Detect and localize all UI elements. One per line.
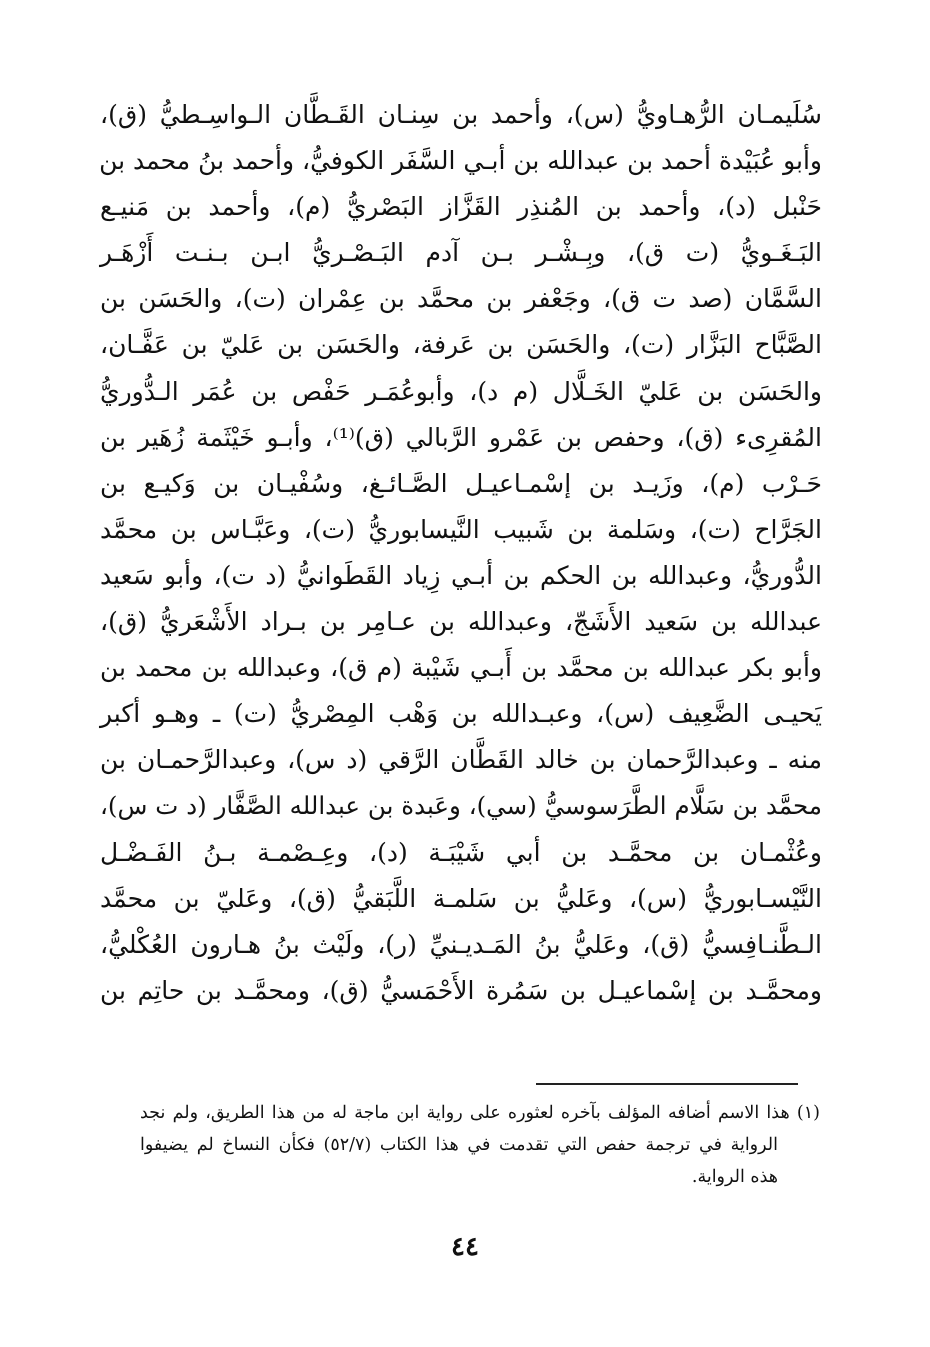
text-line: والحَسَن بن عَليّ الخَـلَّال (م د)، وأبوعُمَـر حَفْص بن عُمَر الـدُّوريُّ [100,376,822,406]
text-line: يَحيـى الضَّعِيف (س)، وعبـدالله بن وَهْب المِصْريُّ (ت) ـ وهـو أكبر [100,699,822,729]
text-line: وأبو عُبَيْدة أحمد بن عبدالله بن أبـي السَّفَر الكوفيُّ، وأحمد بنُ محمد بن [99,146,822,176]
text-line: البَـغَـويُّ (ت ق)، وبِـشْـر بـن آدم البَـصْـريُّ ابـن بـنـت أَزْهَـر [100,238,822,268]
text-line: الدُّوريُّ، وعبدالله بن الحكم بن أبـي زِياد القَطَوانيُّ (د ت)، وأبو سَعيد [100,560,822,590]
page-number: ٤٤ [451,1232,479,1262]
footnote-divider [536,1083,798,1085]
footnote-line: هذه الرواية. [691,1167,778,1187]
text-line: الـطَّنـافِسيُّ (ق)، وعَليُّ بنُ المَـديـنيِّ (ر)، ولَيْث بنُ هـارون العُكْليُّ، [100,929,822,959]
text-line: منه ـ وعبدالرَّحمان بن خالد القَطَّان الرَّقي (د س)، وعبدالرَّحمـان بن [100,745,822,775]
main-text [100,92,822,1014]
text-line: محمَّد بن سَلَّام الطَّرَسوسيُّ (سي)، وعَبدة بن عبدالله الصَّفَّار (د ت س)، [100,791,822,821]
text-line: وأبو بكر عبدالله بن محمَّد بن أَبـي شَيْبة (م ق)، وعبدالله بن محمد بن [100,653,822,683]
text-line: ومحمَّـد بن إسْماعيـل بن سَمُرة الأَحْمَسيُّ (ق)، ومحمَّـد بن حاتِم بن [100,975,822,1005]
text-line: سُلَيمـان الرُّهـاويُّ (س)، وأحمد بن سِنـان القَـطَّان الـواسِـطيُّ (ق)، [100,100,822,129]
text-line: السَّمَّان (صد ت ق)، وجَعْفر بن محمَّد بن عِمْران (ت)، والحَسَن بن [100,284,822,314]
footnote-line: (١) هذا الاسم أضافه المؤلف بآخره لعثوره على رواية ابن ماجة له من هذا الطريق، ولم نجد [140,1103,820,1123]
text-line: وعُثْمـان بن محمَّـد بن أبي شَيْبَـة (د)، وعِـصْمـة بـنُ الفَـضْـل [100,837,822,867]
text-line: حَـرْب (م)، وزَيـد بن إسْمـاعيـل الصَّـائـغ، وسُفْيـان بن وَكيـع بن [100,468,822,498]
text-line: الصَّبَّاح البَزَّار (ت)، والحَسَن بن عَرفة، والحَسَن بن عَليّ بن عَفَّـان، [100,330,822,360]
text-line: حَنْبل (د)، وأحمد بن المُنذِر القَزَّاز البَصْريُّ (م)، وأحمد بن مَنيـع [100,192,822,222]
footnote-line: الرواية في ترجمة حفص التي تقدمت في هذا الكتاب (٥٢/٧) فكأن النساخ لم يضيفوا [140,1135,778,1155]
text-line: عبدالله بن سَعيد الأَشَجّ، وعبدالله بن عـامِر بن بـراد الأَشْعَريُّ (ق)، [100,607,822,637]
footnote [140,1097,820,1193]
text-line: النَّيْسـابوريُّ (س)، وعَليُّ بن سَلمـة اللَّبَقيُّ (ق)، وعَليّ بن محمَّد [100,883,822,913]
text-line: المُقرِىء (ق)، وحفص بن عَمْرو الرَّبالي (ق)⁽¹⁾، وأبـو خَيْثَمة زُهَير بن [100,422,822,452]
text-line: الجَرَّاح (ت)، وسَلمة بن شَبيب النَّيسابوريُّ (ت)، وعَبَّـاس بن محمَّد [100,514,822,544]
